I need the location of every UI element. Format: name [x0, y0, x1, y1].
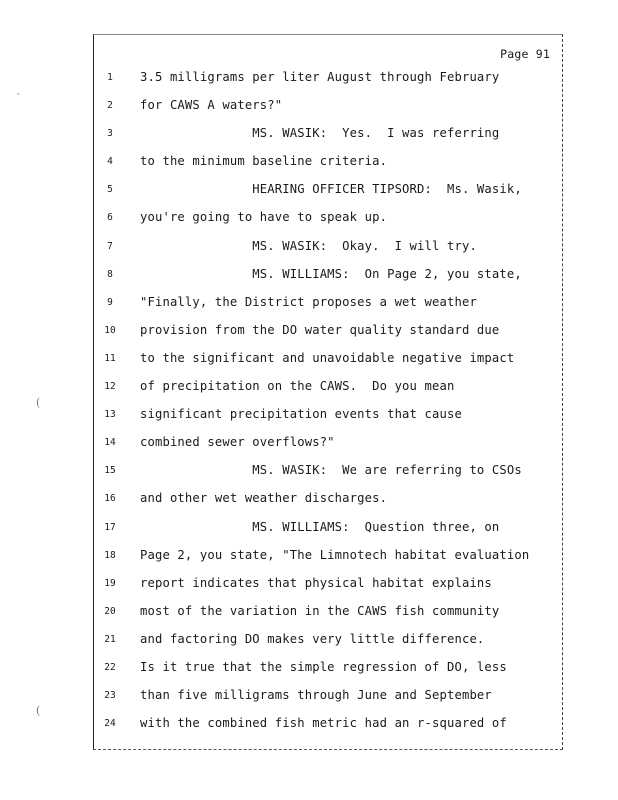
transcript-line	[94, 406, 562, 434]
transcript-line	[94, 322, 562, 350]
line-text: 3.5 milligrams per liter August through February	[140, 70, 500, 84]
line-number: 21	[104, 633, 116, 645]
margin-mark-top: `	[16, 92, 22, 105]
line-text: and other wet weather discharges.	[140, 491, 388, 506]
transcript-line	[94, 575, 562, 603]
line-text: most of the variation in the CAWS fish community	[140, 603, 500, 618]
line-number: 7	[107, 240, 113, 252]
line-number: 19	[104, 577, 116, 589]
transcript-line	[94, 659, 562, 687]
transcript-line	[94, 687, 562, 715]
line-text: significant precipitation events that cause	[140, 407, 462, 422]
line-text: and factoring DO makes very little difference.	[140, 631, 485, 646]
line-number: 3	[107, 128, 113, 140]
line-text: to the significant and unavoidable negative impact	[140, 350, 515, 365]
line-number: 13	[104, 409, 116, 421]
line-text: for CAWS A waters?"	[140, 98, 283, 113]
line-text: report indicates that physical habitat explains	[140, 575, 492, 590]
transcript-line	[94, 434, 562, 462]
line-number: 16	[104, 493, 116, 505]
line-text: Is it true that the simple regression of DO, less	[140, 659, 507, 674]
transcript-page	[93, 34, 563, 750]
transcript-line	[94, 181, 562, 209]
line-text: MS. WILLIAMS: Question three, on	[140, 519, 500, 534]
line-number: 20	[104, 605, 116, 617]
transcript-line	[94, 153, 562, 181]
transcript-line	[94, 462, 562, 490]
line-text: of precipitation on the CAWS. Do you mean	[140, 379, 455, 394]
line-text: MS. WASIK: Okay. I will try.	[140, 238, 477, 253]
transcript-line	[94, 490, 562, 518]
transcript-line	[94, 378, 562, 406]
line-number: 14	[104, 437, 116, 449]
line-number: 17	[104, 521, 116, 533]
transcript-line	[94, 350, 562, 378]
line-number: 8	[107, 268, 113, 280]
line-number: 23	[104, 690, 116, 702]
line-text: to the minimum baseline criteria.	[140, 154, 388, 169]
line-number: 6	[107, 212, 113, 224]
line-number: 1	[107, 72, 113, 83]
line-text: HEARING OFFICER TIPSORD: Ms. Wasik,	[140, 182, 522, 197]
line-number: 10	[104, 324, 116, 336]
line-number: 22	[104, 661, 116, 673]
line-number: 2	[107, 100, 113, 112]
transcript-line	[94, 125, 562, 153]
line-number: 15	[104, 465, 116, 477]
line-number: 9	[107, 296, 113, 308]
line-number: 11	[104, 352, 116, 364]
line-number: 12	[104, 381, 116, 393]
transcript-line	[94, 715, 562, 743]
transcript-line	[94, 294, 562, 322]
transcript-line	[94, 519, 562, 547]
transcript-line	[94, 547, 562, 575]
line-number: 24	[104, 718, 116, 730]
line-number: 4	[107, 156, 113, 168]
line-text: you're going to have to speak up.	[140, 210, 388, 225]
transcript-line	[94, 69, 562, 97]
line-text: Page 2, you state, "The Limnotech habitat evaluation	[140, 547, 530, 562]
transcript-line	[94, 97, 562, 125]
transcript-lines	[94, 69, 562, 743]
line-text: MS. WASIK: Yes. I was referring	[140, 126, 500, 141]
line-number: 5	[107, 184, 113, 196]
line-text: MS. WILLIAMS: On Page 2, you state,	[140, 266, 522, 281]
transcript-line	[94, 266, 562, 294]
line-text: with the combined fish metric had an r-squared of	[140, 716, 507, 731]
line-text: "Finally, the District proposes a wet weather	[140, 294, 477, 309]
line-text: combined sewer overflows?"	[140, 435, 335, 450]
line-text: MS. WASIK: We are referring to CSOs	[140, 463, 522, 478]
margin-mark-bottom: (	[36, 704, 41, 717]
transcript-line	[94, 631, 562, 659]
page-number: Page 91	[500, 47, 550, 61]
transcript-line	[94, 238, 562, 266]
line-text: provision from the DO water quality standard due	[140, 322, 500, 337]
margin-mark-middle: (	[36, 396, 41, 409]
line-text: than five milligrams through June and September	[140, 688, 492, 703]
line-number: 18	[104, 549, 116, 561]
transcript-line	[94, 603, 562, 631]
transcript-line	[94, 209, 562, 237]
